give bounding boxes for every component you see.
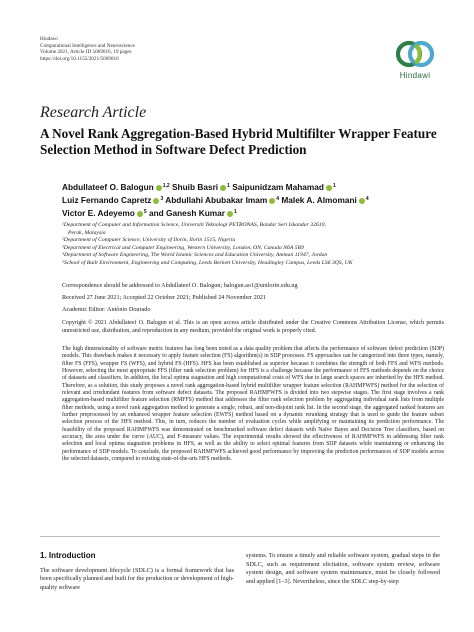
author-affil-sup: 3 bbox=[160, 196, 164, 202]
publisher-name: Hindawi bbox=[40, 36, 58, 42]
intro-paragraph: The software development lifecycle (SDLC) is a formal framework that has been specifically planned and built for the production or development of high-quality software bbox=[40, 566, 234, 591]
orcid-icon[interactable] bbox=[359, 198, 365, 204]
author-line-3 bbox=[62, 206, 442, 219]
author-name[interactable]: Abdullahi Abubakar Imam bbox=[165, 195, 268, 205]
hindawi-logo bbox=[392, 38, 438, 84]
copyright-notice: Copyright © 2021 Abdullateef O. Balogun et al. This is an open access article distributed under the Creative Commons Attribution License, which permits unrestricted use, distribution, and reproduction in any medium, provided the original work is properly cited. bbox=[62, 320, 444, 334]
author-name[interactable]: Abdullateef O. Balogun bbox=[62, 182, 154, 192]
author-name[interactable]: Shuib Basri bbox=[172, 182, 219, 192]
affiliation: Perak, Malaysia bbox=[68, 229, 106, 236]
logo-text: Hindawi bbox=[399, 71, 431, 80]
article-type: Research Article bbox=[40, 104, 147, 121]
affiliation: ¹Department of Computer and Information Science, Universiti Teknologi PETRONAS, Bandar Seri Iskandar 32610, bbox=[62, 222, 326, 228]
author-affil-sup: 1 bbox=[332, 183, 336, 189]
orcid-icon[interactable] bbox=[227, 211, 233, 217]
author-list bbox=[62, 180, 442, 219]
author-affil-sup: 1 bbox=[227, 183, 230, 189]
body-column-left bbox=[40, 552, 234, 592]
section-divider bbox=[40, 536, 440, 537]
affiliation: ⁴Department of Software Engineering, The World Islamic Sciences and Education University, Amman 11947, Jordan bbox=[62, 252, 328, 259]
author-name[interactable]: Luiz Fernando Capretz bbox=[62, 195, 152, 205]
affiliation: ³Department of Electrical and Computer Engineering, Western University, London, ON, Canada N6A 5B9 bbox=[62, 244, 304, 251]
author-name[interactable]: Victor E. Adeyemo bbox=[62, 208, 135, 218]
orcid-icon[interactable] bbox=[220, 185, 226, 191]
journal-name: Computational Intelligence and Neuroscience bbox=[40, 42, 135, 49]
author-name[interactable]: and Ganesh Kumar bbox=[148, 208, 226, 218]
author-line-1 bbox=[62, 180, 442, 193]
intro-paragraph-continued: systems. To ensure a timely and reliable software system, gradual steps in the SDLC, such as requirement elicitation, software system review, software system design, and software system maintenance, must be closely followed and applied [1–3]. Nevertheless, since the SDLC step-by-step bbox=[246, 552, 440, 585]
abstract-text: The high dimensionality of software metric features has long been noted as a data quality problem that affects the performance of software defect prediction (SDP) models. This drawback makes it necessary to apply feature selection (FS) algorithm(s) in SDP processes. FS approaches can be categorized into three types, namely, filter FS (FFS), wrapper FS (WFS), and hybrid FS (HFS). HFS has been established as superior because it combines the strength of both FFS and WFS methods. However, selecting the most appropriate FFS (filter rank selection problem) for HFS is a challenge because the performance of FFS methods depends on the choice of datasets and classifiers. In addition, the local optima stagnation and high computational costs of WFS due to large search spaces are inherited by the HFS method. Therefore, as a solution, this study proposes a novel rank aggregation-based hybrid multifilter wrapper feature selection (RAHMFWFS) method for the selection of relevant and irredundant features from software defect datasets. The proposed RAHMFWFS is divided into two stepwise stages. The first stage involves a rank aggregation-based multifilter feature selection (RMFFS) method that addresses the filter rank selection problem by aggregating individual rank lists from multiple filter methods, using a novel rank aggregation method to generate a single, robust, and non-disjoint rank list. In the second stage, the aggregated ranked features are further preprocessed by an enhanced wrapper feature selection (EWFS) method based on a dynamic reranking strategy that is used to guide the feature subset selection process of the HFS method. This, in turn, reduces the number of evaluation cycles while amplifying or maintaining its prediction performance. The feasibility of the proposed RAHMFWFS was demonstrated on benchmarked software defect datasets with Naïve Bayes and Decision Tree classifiers, based on accuracy, the area under the curve (AUC), and F-measure values. The experimental results showed the effectiveness of RAHMFWFS in addressing filter rank selection and local optima stagnation problems in HFS, as well as the ability to select optimal features from SDP datasets while maintaining or enhancing the performance of SDP models. To conclude, the proposed RAHMFWFS achieved good performance by improving the prediction performances of SDP models across the selected datasets, compared to existing state-of-the-arts HFS methods. bbox=[62, 346, 444, 463]
correspondence-note: Correspondence should be addressed to Abdullateef O. Balogun; balogun.ao1@unilorin.edu.ng bbox=[62, 282, 298, 289]
doi-link[interactable]: https://doi.org/10.1155/2021/5069016 bbox=[40, 55, 119, 62]
publication-dates: Received 27 June 2021; Accepted 22 October 2021; Published 24 November 2021 bbox=[62, 294, 266, 301]
journal-header bbox=[40, 36, 135, 62]
author-name[interactable]: Malek A. Almomani bbox=[281, 195, 357, 205]
author-affil-sup: 4 bbox=[276, 196, 280, 202]
author-affil-sup: 5 bbox=[143, 209, 147, 215]
affiliation: ²Department of Computer Science, University of Ilorin, Ilorin 1515, Nigeria bbox=[62, 237, 236, 244]
author-affil-sup: 4 bbox=[365, 196, 369, 202]
journal-volume: Volume 2021, Article ID 5069016, 19 pages bbox=[40, 49, 132, 56]
orcid-icon[interactable] bbox=[269, 198, 275, 204]
author-name[interactable]: Saipunidzam Mahamad bbox=[232, 182, 324, 192]
author-line-2 bbox=[62, 193, 442, 206]
orcid-icon[interactable] bbox=[156, 185, 162, 191]
affiliation-list bbox=[62, 222, 452, 268]
orcid-icon[interactable] bbox=[137, 211, 143, 217]
section-heading: 1. Introduction bbox=[40, 551, 96, 560]
orcid-icon[interactable] bbox=[326, 185, 332, 191]
academic-editor: Academic Editor: António Dourado bbox=[62, 306, 151, 313]
hindawi-rings-logo-icon bbox=[394, 38, 436, 70]
author-affil-sup: 1 bbox=[234, 209, 237, 215]
paper-title: A Novel Rank Aggregation-Based Hybrid Multifilter Wrapper Feature Selection Method in Software Defect Prediction bbox=[40, 126, 437, 157]
affiliation: ⁵School of Built Environment, Engineering and Computing, Leeds Beckett University, Headingley Campus, Leeds LS6 3QS, UK bbox=[62, 259, 353, 266]
orcid-icon[interactable] bbox=[153, 198, 159, 204]
author-affil-sup: 1,2 bbox=[162, 183, 170, 189]
body-column-right bbox=[246, 552, 440, 586]
